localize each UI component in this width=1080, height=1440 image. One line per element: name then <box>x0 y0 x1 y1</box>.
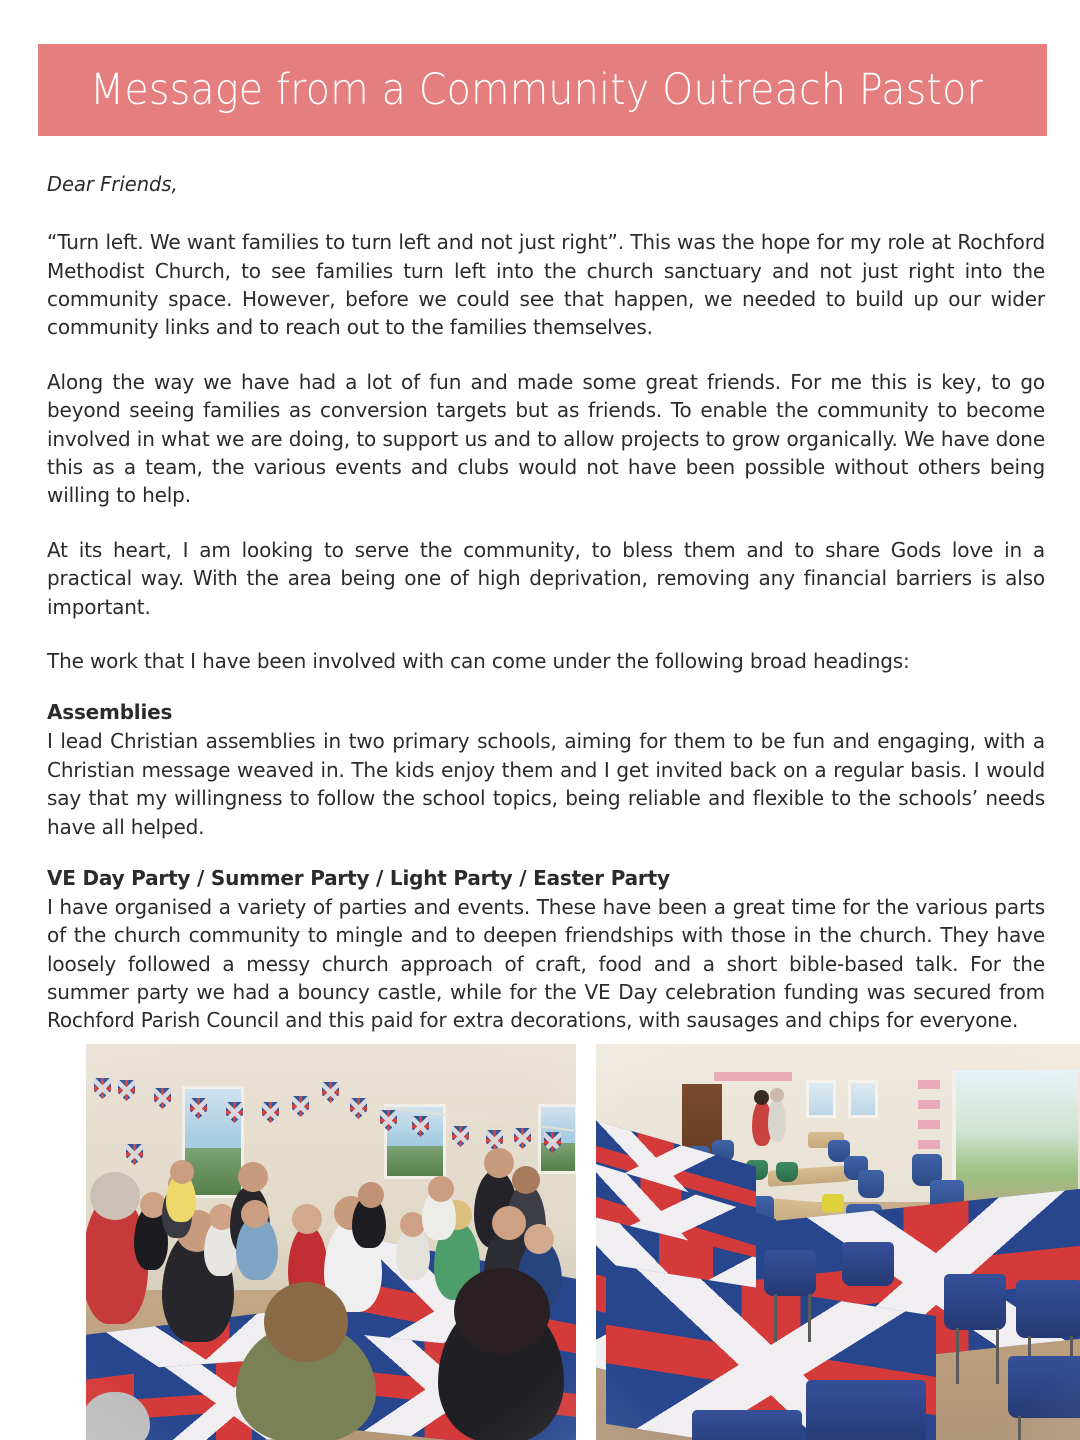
chair <box>858 1170 884 1198</box>
chair <box>776 1162 798 1182</box>
chair-leg <box>956 1328 959 1384</box>
person-head <box>241 1200 269 1228</box>
section-assemblies <box>47 699 1045 841</box>
section-body-assemblies: I lead Christian assemblies in two primary schools, aiming for them to be fun and engaging, with a Christian message weaved in. The kids enjoy them and I get invited back on a regular basis. I would say that my willingness to follow the school topics, being reliable and flexible to the schools’ needs have all helped. <box>47 729 1045 839</box>
chair-leg <box>1018 1416 1021 1440</box>
person-head <box>90 1172 140 1220</box>
paragraph-broad-headings: The work that I have been involved with can come under the following broad headings: <box>47 648 910 673</box>
ve-day-party-people-photo <box>86 1044 576 1440</box>
person-head <box>754 1090 769 1105</box>
section-heading-assemblies: Assemblies <box>47 700 173 725</box>
person-head <box>428 1176 454 1202</box>
paragraph-at-its-heart: At its heart, I am looking to serve the community, to bless them and to share Gods love in a practical way. With the area being one of high deprivation, removing any financial barriers is also important. <box>47 537 1045 619</box>
chair-leg <box>774 1294 777 1342</box>
person-head <box>524 1224 554 1254</box>
photo-scene-party-tables <box>596 1044 1080 1440</box>
person <box>768 1098 786 1142</box>
photo-scene-party-people <box>86 1044 576 1440</box>
chair <box>842 1242 894 1286</box>
yellow-bag <box>822 1194 844 1212</box>
paragraph-along-the-way: Along the way we have had a lot of fun and made some great friends. For me this is key, to go beyond seeing families as conversion targets but as friends. To enable the community to become involved in what we are doing, to support us and to allow projects to grow organically. We have done this as a team, the various events and clubs would not have been possible without others being willing to help. <box>47 369 1045 508</box>
photo-row <box>40 1028 1045 1428</box>
page-title-banner <box>38 44 1047 136</box>
person-head <box>238 1162 268 1192</box>
person-head <box>264 1282 348 1362</box>
ve-day-party-tables-photo <box>596 1044 1080 1440</box>
person-head <box>454 1268 550 1354</box>
document-body <box>47 170 1045 1059</box>
page-title: Message from a Community Outreach Pastor <box>90 64 983 115</box>
person-head <box>484 1148 514 1178</box>
wall-decoration <box>714 1072 792 1084</box>
section-body-parties: I have organised a variety of parties and events. These have been a great time for the various parts of the church community to mingle and to deepen friendships with those in the church. They have loosely followed a messy church approach of craft, food and a short bible-based talk. For the summer party we had a bouncy castle, while for the VE Day celebration funding was secured from Rochford Parish Council and this paid for extra decorations, with sausages and chips for everyone. <box>47 894 1045 1033</box>
paragraph-turn-left: “Turn left. We want families to turn left and not just right”. This was the hope for my role at Rochford Methodist Church, to see families turn left into the church sanctuary and not just right into the community space. However, before we could see that happen, we needed to build up our wider community links and to reach out to the families themselves. <box>47 230 1045 340</box>
chair <box>1008 1356 1080 1418</box>
window-icon <box>806 1080 836 1118</box>
person-head <box>358 1182 384 1208</box>
salutation: Dear Friends, <box>47 172 178 196</box>
chair-leg <box>808 1294 811 1342</box>
chair-leg <box>996 1328 999 1384</box>
person-head <box>492 1206 526 1240</box>
chair <box>806 1380 926 1440</box>
person-head <box>512 1166 540 1194</box>
chair <box>944 1274 1006 1330</box>
section-parties <box>47 865 1045 1035</box>
section-heading-parties: VE Day Party / Summer Party / Light Party / Easter Party <box>47 865 670 890</box>
chair <box>764 1250 816 1296</box>
window-icon <box>848 1080 878 1118</box>
chair <box>1016 1280 1080 1338</box>
person-head <box>292 1204 322 1234</box>
person-head <box>170 1160 194 1184</box>
chair <box>692 1410 802 1440</box>
person-head <box>770 1088 784 1102</box>
